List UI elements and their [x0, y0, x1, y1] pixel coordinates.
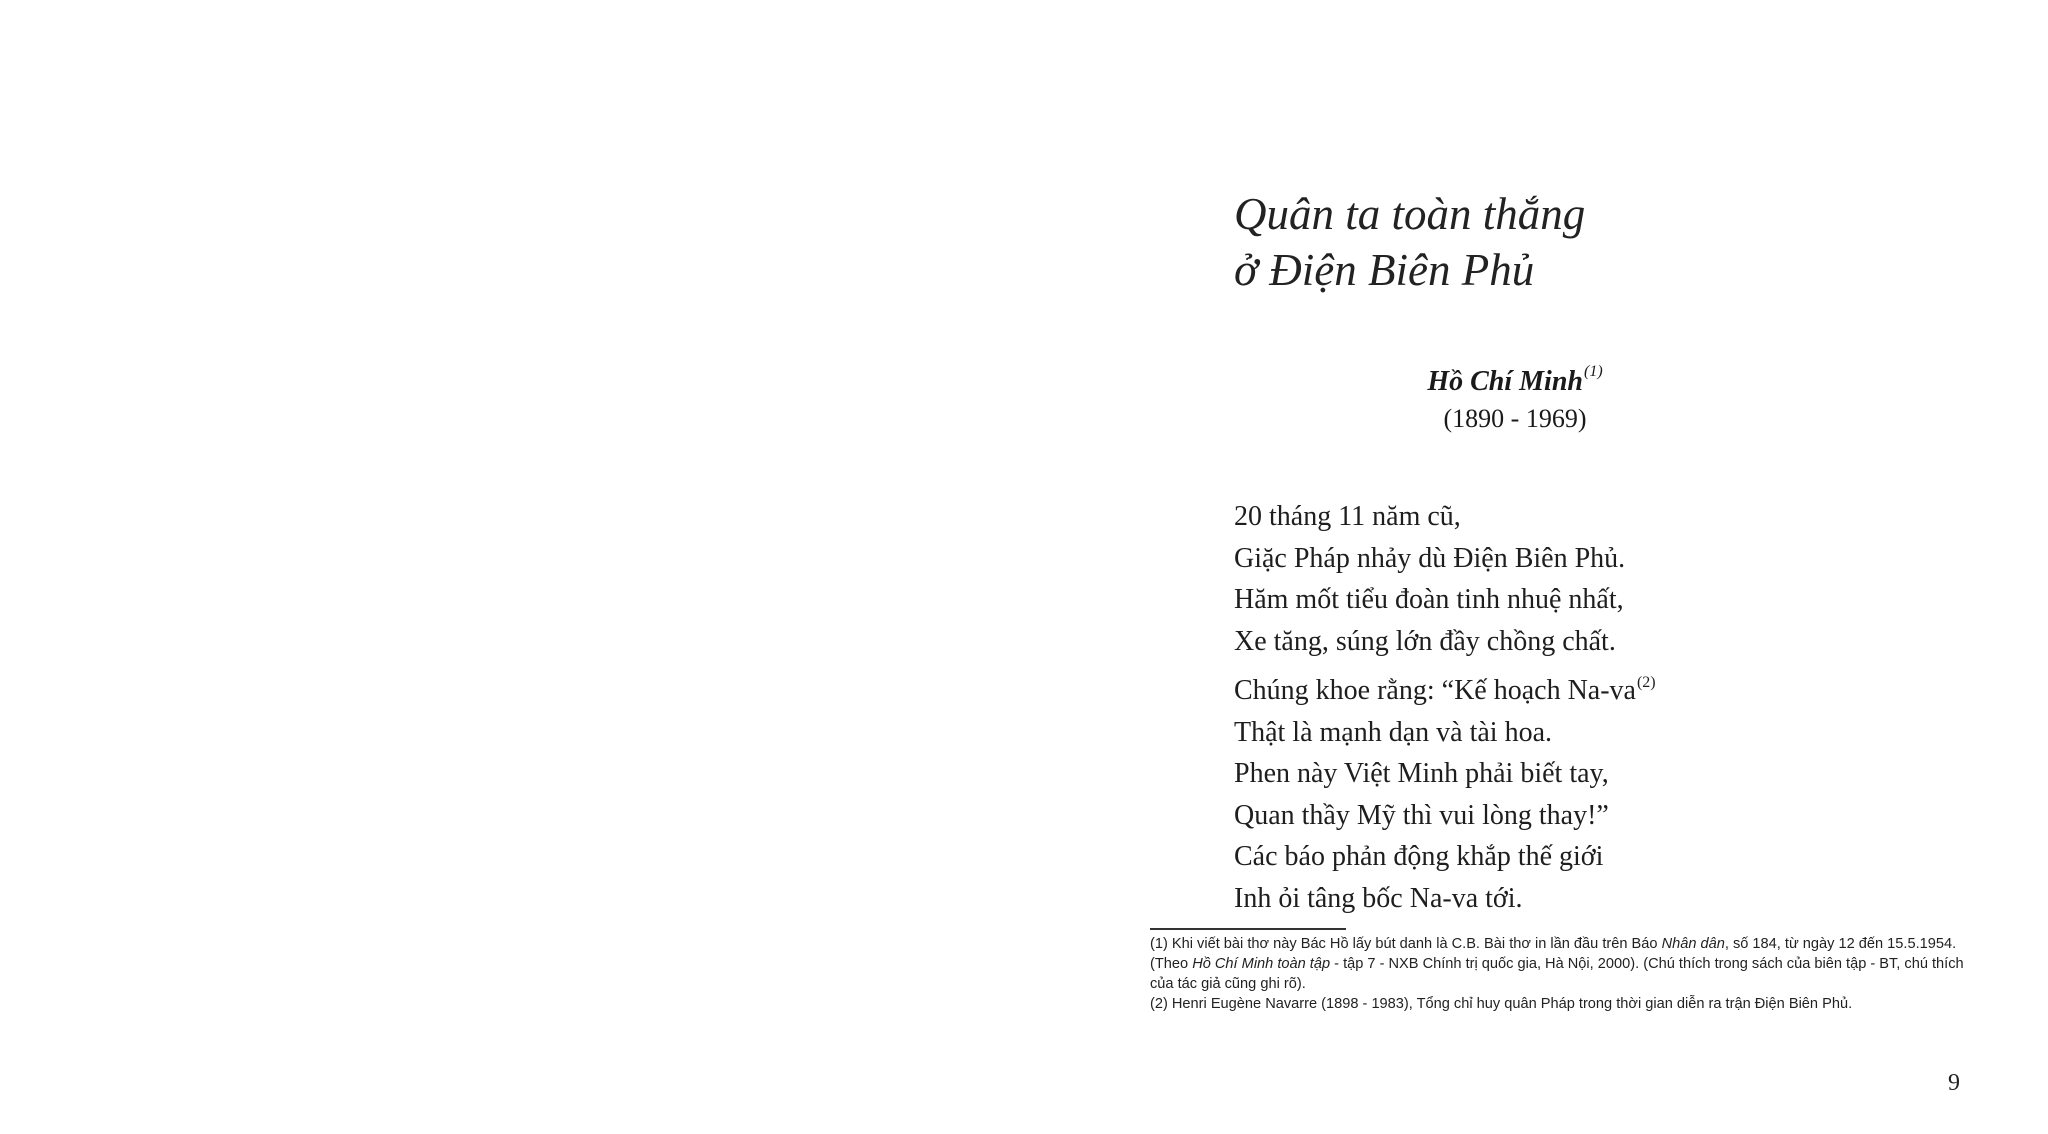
footnote-1 — [1150, 934, 1970, 994]
footnotes — [1150, 934, 1970, 1014]
poem-line: Quan thầy Mỹ thì vui lòng thay!” — [1234, 799, 1609, 831]
poem-line: Thật là mạnh dạn và tài hoa. — [1234, 716, 1552, 748]
author-name-line — [1400, 352, 1630, 402]
poem-line: Hăm mốt tiểu đoàn tinh nhuệ nhất, — [1234, 584, 1624, 615]
footnote-ref-1: (1) — [1583, 363, 1603, 380]
page-number: 9 — [1948, 1070, 1960, 1096]
poem-line: Các báo phản động khắp thế giới — [1234, 841, 1604, 872]
poem-line-with-note — [1234, 662, 1656, 712]
author-block — [1400, 352, 1630, 436]
poem-line: Xe tăng, súng lớn đầy chồng chất. — [1234, 625, 1616, 657]
footnote-ref-2: (2) — [1636, 674, 1656, 691]
poem-title-line-1: Quân ta toàn thắng — [1234, 189, 1586, 239]
footnote-divider — [1150, 928, 1346, 930]
footnote-2: (2) Henri Eugène Navarre (1898 - 1983), Tổng chỉ huy quân Pháp trong thời gian diễn ra trận Điện Biên Phủ. — [1150, 996, 1853, 1012]
footnote-1-newspaper: Nhân dân — [1661, 936, 1725, 952]
poem-line: 20 tháng 11 năm cũ, — [1234, 501, 1461, 532]
footnote-1-book-title: Hồ Chí Minh toàn tập — [1192, 956, 1331, 972]
poem-title — [1234, 186, 1585, 298]
poem-body — [1234, 496, 1656, 919]
poem-line: Giặc Pháp nhảy dù Điện Biên Phủ. — [1234, 542, 1626, 574]
poem-line: Phen này Việt Minh phải biết tay, — [1234, 758, 1609, 789]
footnote-1-text: (1) Khi viết bài thơ này Bác Hồ lấy bút danh là C.B. Bài thơ in lần đầu trên Báo — [1150, 936, 1662, 952]
author-years: (1890 - 1969) — [1443, 404, 1587, 433]
poem-line: Inh ỏi tâng bốc Na-va tới. — [1234, 882, 1523, 914]
poem-line-text: Chúng khoe rằng: “Kế hoạch Na-va — [1234, 675, 1636, 706]
author-name: Hồ Chí Minh — [1427, 366, 1583, 397]
poem-title-line-2: ở Điện Biên Phủ — [1234, 245, 1535, 295]
footnote-1-text: , số 184, từ ngày 12 đến 15.5.1954. (Theo — [1150, 936, 1957, 972]
footnote-1-text: - tập 7 - NXB Chính trị quốc gia, Hà Nội, 2000). (Chú thích trong sách của biên tập - BT, chú thích của tác giả cũng ghi rõ). — [1150, 956, 1964, 992]
